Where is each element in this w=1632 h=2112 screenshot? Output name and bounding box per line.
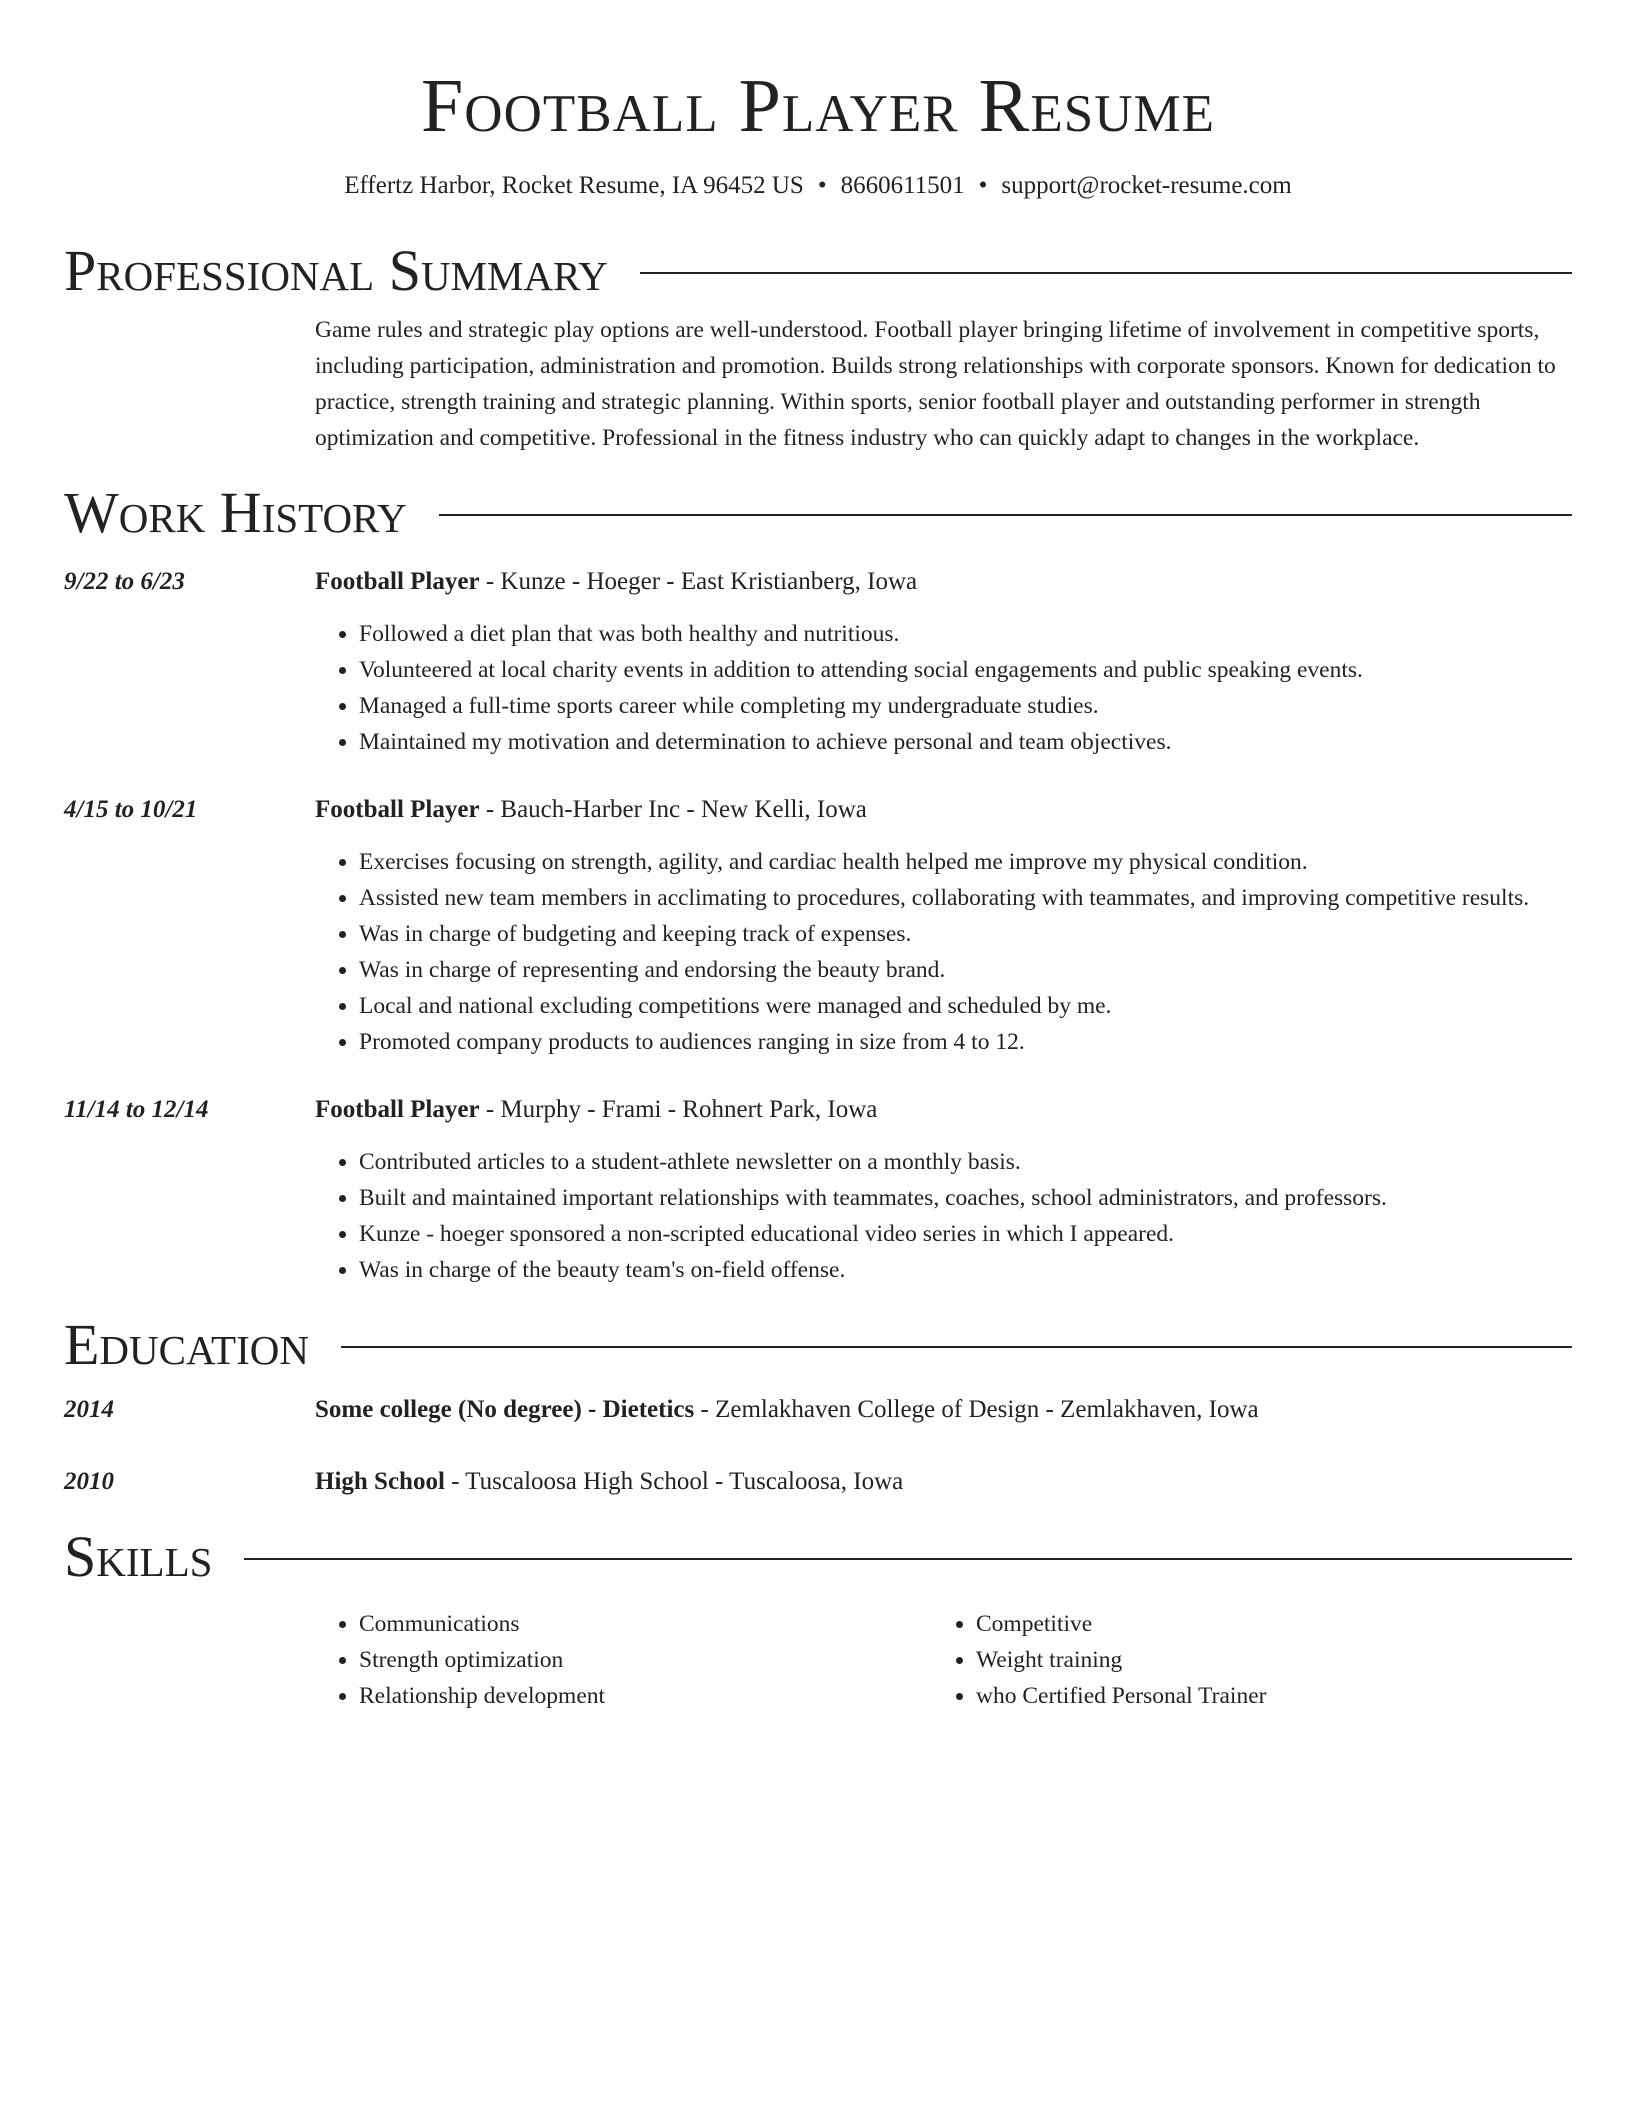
job-dates: 11/14 to 12/14	[64, 1096, 209, 1123]
list-item: • Was in charge of budgeting and keeping track of expenses.	[359, 916, 1572, 952]
section-divider	[244, 1558, 1572, 1560]
section-divider	[341, 1346, 1572, 1348]
list-item: • Followed a diet plan that was both healthy and nutritious.	[359, 616, 1572, 652]
summary-text: Game rules and strategic play options are well-understood. Football player bringing lifetime of involvement in competitive sports, including participation, administration and promotion. Builds strong relationships with corporate sponsors. Known for dedication to practice, strength training and strategic planning. Within sports, senior football player and outstanding performer in strength optimization and competitive. Professional in the fitness industry who can quickly adapt to changes in the workplace.	[315, 317, 1556, 451]
job-bullets	[315, 844, 1572, 1060]
education-year: 2014	[64, 1396, 114, 1423]
list-item: • Was in charge of representing and endorsing the beauty brand.	[359, 952, 1572, 988]
list-item: • Built and maintained important relationships with teammates, coaches, school administrators, and professors.	[359, 1180, 1572, 1216]
job-title: Football Player	[315, 568, 480, 595]
job-details: - Kunze - Hoeger - East Kristianberg, Iowa	[479, 568, 918, 595]
list-item: • Assisted new team members in acclimating to procedures, collaborating with teammates, and improving competitive results.	[359, 880, 1572, 916]
education-degree: Some college (No degree) - Dietetics	[315, 1396, 695, 1423]
resume-title: Football Player Resume	[421, 64, 1215, 148]
work-section-header	[64, 478, 1572, 548]
skills-list-left	[315, 1606, 932, 1714]
job-dates: 4/15 to 10/21	[64, 796, 198, 823]
list-item: • Kunze - hoeger sponsored a non-scripted educational video series in which I appeared.	[359, 1216, 1572, 1252]
job-entry	[64, 792, 1572, 1060]
skills-list-right	[932, 1606, 1549, 1714]
job-heading	[315, 564, 1572, 600]
section-divider	[640, 272, 1572, 274]
job-heading	[315, 792, 1572, 828]
job-bullets	[315, 1144, 1572, 1288]
job-details: - Bauch-Harber Inc - New Kelli, Iowa	[479, 796, 867, 823]
education-entry	[64, 1392, 1572, 1428]
education-year: 2010	[64, 1468, 114, 1495]
resume-page	[64, 0, 1572, 1714]
list-item: • Promoted company products to audiences ranging in size from 4 to 12.	[359, 1024, 1572, 1060]
job-bullets	[315, 616, 1572, 760]
contact-email[interactable]: support@rocket-resume.com	[1001, 172, 1292, 199]
summary-heading: Professional Summary	[64, 238, 608, 303]
education-heading-line	[315, 1464, 1572, 1500]
list-item: • Was in charge of the beauty team's on-field offense.	[359, 1252, 1572, 1288]
skill-item: • Strength optimization	[359, 1642, 932, 1678]
job-title: Football Player	[315, 796, 480, 823]
list-item: • Volunteered at local charity events in addition to attending social engagements and public speaking events.	[359, 652, 1572, 688]
summary-section-header	[64, 236, 1572, 306]
section-divider	[439, 514, 1572, 516]
list-item: • Exercises focusing on strength, agility, and cardiac health helped me improve my physical condition.	[359, 844, 1572, 880]
job-dates: 9/22 to 6/23	[64, 568, 185, 595]
job-heading	[315, 1092, 1572, 1128]
list-item: • Contributed articles to a student-athlete newsletter on a monthly basis.	[359, 1144, 1572, 1180]
list-item: • Managed a full-time sports career while completing my undergraduate studies.	[359, 688, 1572, 724]
contact-separator: •	[978, 172, 988, 199]
education-details: - Tuscaloosa High School - Tuscaloosa, Iowa	[444, 1468, 904, 1495]
list-item: • Local and national excluding competitions were managed and scheduled by me.	[359, 988, 1572, 1024]
education-heading-line	[315, 1392, 1572, 1428]
work-heading: Work History	[64, 480, 407, 545]
skills-section-header	[64, 1522, 1572, 1592]
contact-line	[64, 170, 1572, 202]
skill-item: • Relationship development	[359, 1678, 932, 1714]
education-degree: High School	[315, 1468, 445, 1495]
contact-phone: 8660611501	[840, 172, 965, 199]
contact-separator: •	[817, 172, 827, 199]
education-entry	[64, 1464, 1572, 1500]
skill-item: • Competitive	[976, 1606, 1549, 1642]
contact-address: Effertz Harbor, Rocket Resume, IA 96452 US	[344, 172, 804, 199]
education-heading: Education	[64, 1312, 309, 1377]
list-item: • Maintained my motivation and determination to achieve personal and team objectives.	[359, 724, 1572, 760]
skills-columns	[315, 1606, 1572, 1714]
skill-item: • Weight training	[976, 1642, 1549, 1678]
skill-item: • who Certified Personal Trainer	[976, 1678, 1549, 1714]
job-title: Football Player	[315, 1096, 480, 1123]
job-entry	[64, 564, 1572, 760]
job-entry	[64, 1092, 1572, 1288]
skills-heading: Skills	[64, 1524, 213, 1589]
education-details: - Zemlakhaven College of Design - Zemlakhaven, Iowa	[694, 1396, 1259, 1423]
job-details: - Murphy - Frami - Rohnert Park, Iowa	[479, 1096, 878, 1123]
skill-item: • Communications	[359, 1606, 932, 1642]
education-section-header	[64, 1310, 1572, 1380]
